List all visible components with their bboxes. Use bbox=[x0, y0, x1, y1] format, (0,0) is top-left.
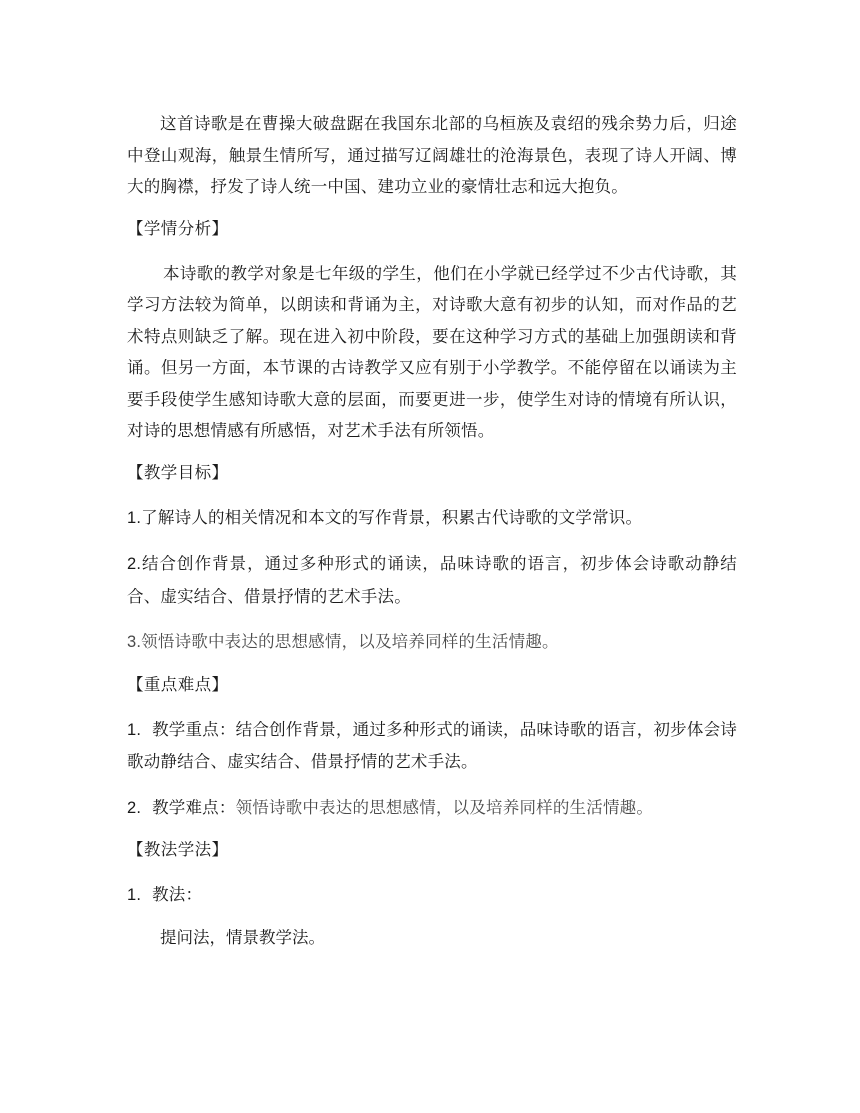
goal-item-3 bbox=[127, 626, 737, 659]
goal-text-3: 领悟诗歌中表达的思想感情，以及培养同样的生活情趣。 bbox=[141, 632, 559, 651]
method-item-1 bbox=[127, 879, 737, 912]
goal-num-3: 3. bbox=[127, 633, 142, 651]
method-num-1: 1. bbox=[127, 886, 142, 904]
key-num-2: 2. bbox=[127, 798, 142, 817]
key-item-1 bbox=[127, 714, 737, 778]
intro-paragraph: 这首诗歌是在曹操大破盘踞在我国东北部的乌桓族及袁绍的残余势力后，归途中登山观海，触景生情所写，通过描写辽阔雄壮的沧海景色，表现了诗人开阔、博大的胸襟，抒发了诗人统一中国、建功立业的豪情壮志和远大抱负。 bbox=[127, 114, 737, 196]
key-item-2 bbox=[127, 792, 737, 825]
key-text-2: 领悟诗歌中表达的思想感情，以及培养同样的生活情趣。 bbox=[235, 797, 654, 817]
method-label-1: 教法： bbox=[152, 885, 203, 904]
heading-methods: 【教法学法】 bbox=[127, 840, 229, 859]
document-body bbox=[127, 108, 737, 950]
goal-item-1 bbox=[127, 502, 737, 535]
goal-num-2: 2. bbox=[127, 555, 142, 573]
key-text-1: 结合创作背景，通过多种形式的诵读，品味诗歌的语言，初步体会诗歌动静结合、虚实结合、借景抒情的艺术手法。 bbox=[127, 719, 738, 771]
key-label-1: 教学重点： bbox=[152, 719, 236, 739]
heading-analysis: 【学情分析】 bbox=[127, 218, 229, 238]
goal-item-2 bbox=[127, 548, 737, 612]
goal-text-2: 结合创作背景，通过多种形式的诵读，品味诗歌的语言，初步体会诗歌动静结合、虚实结合、借景抒情的艺术手法。 bbox=[127, 554, 737, 606]
goal-num-1: 1. bbox=[127, 508, 142, 527]
key-label-2: 教学难点： bbox=[152, 797, 236, 817]
method-detail-1: 提问法，情景教学法。 bbox=[160, 927, 325, 947]
key-num-1: 1. bbox=[127, 720, 142, 739]
heading-key-points: 【重点难点】 bbox=[127, 674, 229, 694]
heading-goals: 【教学目标】 bbox=[127, 462, 229, 482]
analysis-paragraph: 本诗歌的教学对象是七年级的学生，他们在小学就已经学过不少古代诗歌，其学习方法较为简单，以朗读和背诵为主，对诗歌大意有初步的认知，而对作品的艺术特点则缺乏了解。现在进入初中阶段，要在这种学习方式的基础上加强朗读和背诵。但另一方面，本节课的古诗教学又应有别于小学教学。不能停留在以诵读为主要手段使学生感知诗歌大意的层面，而要更进一步，使学生对诗的情境有所认识，对诗的思想情感有所感悟，对艺术手法有所领悟。 bbox=[127, 263, 737, 440]
goal-text-1: 了解诗人的相关情况和本文的写作背景，积累古代诗歌的文学常识。 bbox=[141, 507, 643, 527]
